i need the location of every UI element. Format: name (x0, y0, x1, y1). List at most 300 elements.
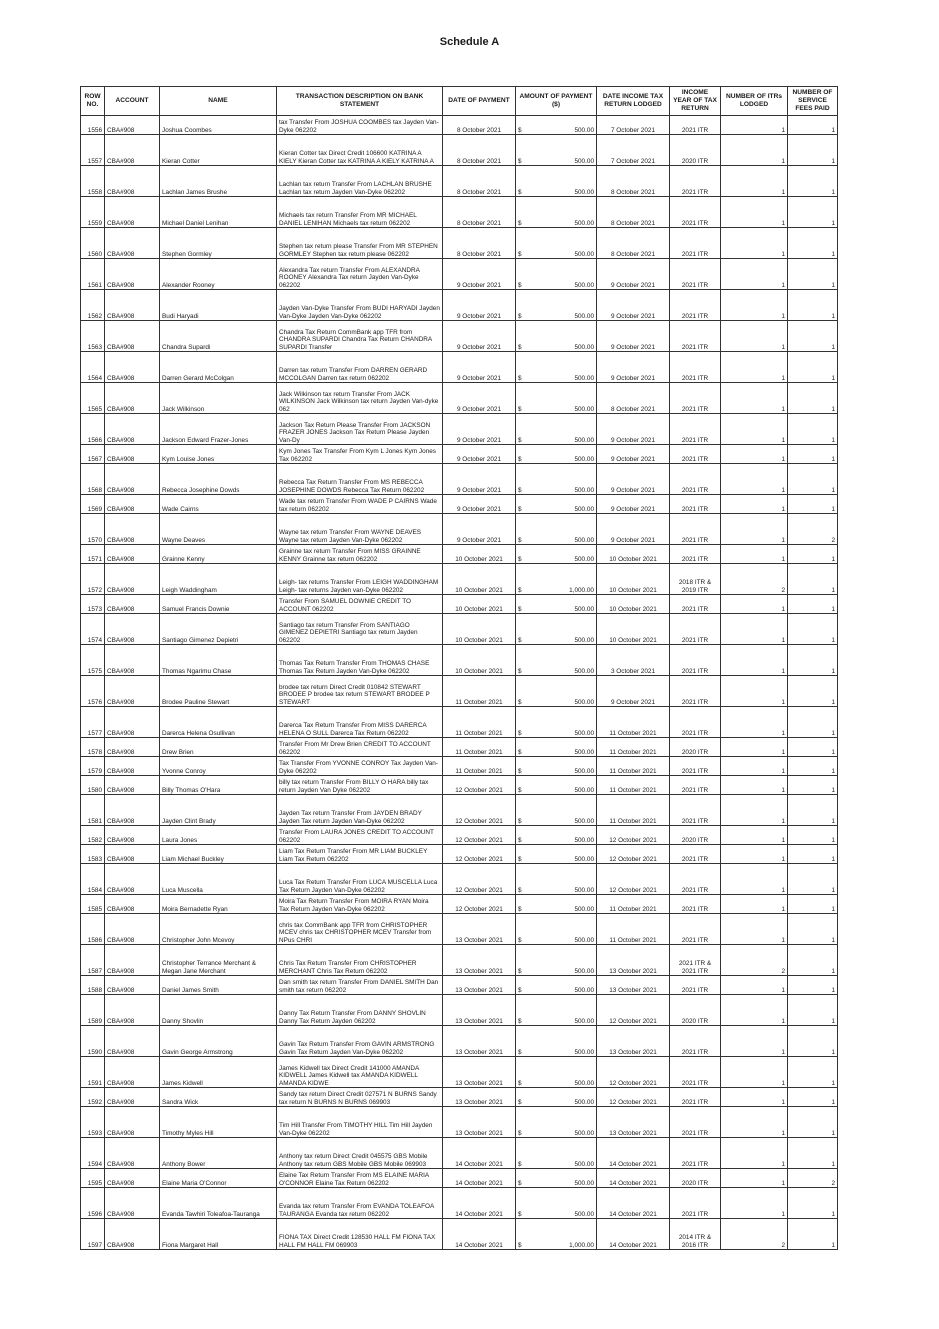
date-lodged-cell: 13 October 2021 (597, 945, 670, 976)
income-year-cell: 2021 ITR (670, 645, 721, 676)
date-lodged-cell: 9 October 2021 (597, 290, 670, 321)
currency-symbol: $ (518, 855, 522, 863)
date-lodged-cell: 8 October 2021 (597, 228, 670, 259)
currency-symbol: $ (518, 1048, 522, 1056)
account-cell: CBA#908 (105, 614, 160, 645)
amount-cell (516, 945, 597, 976)
date-lodged-cell: 12 October 2021 (597, 995, 670, 1026)
amount-value: 500.00 (574, 157, 594, 165)
amount-value: 500.00 (574, 986, 594, 994)
date-of-payment-cell: 11 October 2021 (443, 676, 516, 707)
itrs-lodged-cell: 2 (721, 1219, 788, 1250)
transaction-description-cell: Darerca Tax Return Transfer From MISS DARERCA HELENA O SULL Darerca Tax Return 062202 (277, 707, 443, 738)
account-cell: CBA#908 (105, 321, 160, 352)
name-cell: Wayne Deaves (160, 514, 277, 545)
currency-symbol: $ (518, 312, 522, 320)
table-row (81, 545, 838, 564)
currency-symbol: $ (518, 281, 522, 289)
service-fees-cell: 1 (788, 645, 838, 676)
row-number: 1572 (81, 564, 105, 595)
name-cell: Laura Jones (160, 826, 277, 845)
row-number: 1580 (81, 776, 105, 795)
income-year-cell: 2021 ITR (670, 776, 721, 795)
itrs-lodged-cell: 2 (721, 945, 788, 976)
itrs-lodged-cell: 1 (721, 707, 788, 738)
amount-cell (516, 614, 597, 645)
name-cell: Lachlan James Brushe (160, 166, 277, 197)
currency-symbol: $ (518, 1017, 522, 1025)
income-year-cell: 2014 ITR & 2016 ITR (670, 1219, 721, 1250)
account-cell: CBA#908 (105, 495, 160, 514)
amount-value: 500.00 (574, 505, 594, 513)
itrs-lodged-cell: 1 (721, 197, 788, 228)
amount-value: 1,000.00 (569, 586, 594, 594)
income-year-cell: 2021 ITR (670, 595, 721, 614)
name-cell: Drew Brien (160, 738, 277, 757)
currency-symbol: $ (518, 405, 522, 413)
row-number: 1576 (81, 676, 105, 707)
amount-cell (516, 795, 597, 826)
date-of-payment-cell: 9 October 2021 (443, 514, 516, 545)
transaction-description-cell: FIONA TAX Direct Credit 128530 HALL FM FIONA TAX HALL FM HALL FM 069903 (277, 1219, 443, 1250)
date-lodged-cell: 9 October 2021 (597, 464, 670, 495)
service-fees-cell: 2 (788, 514, 838, 545)
name-cell: Timothy Myles Hill (160, 1107, 277, 1138)
amount-value: 500.00 (574, 1210, 594, 1218)
income-year-cell: 2021 ITR (670, 414, 721, 445)
service-fees-cell: 1 (788, 1107, 838, 1138)
amount-cell (516, 845, 597, 864)
name-cell: Jack Wilkinson (160, 383, 277, 414)
transaction-description-cell: Sandy tax return Direct Credit 027571 N BURNS Sandy tax return N BURNS N BURNS 069903 (277, 1088, 443, 1107)
itrs-lodged-cell: 1 (721, 614, 788, 645)
table-row (81, 321, 838, 352)
amount-value: 500.00 (574, 312, 594, 320)
row-number: 1567 (81, 445, 105, 464)
service-fees-cell: 1 (788, 845, 838, 864)
row-number: 1592 (81, 1088, 105, 1107)
currency-symbol: $ (518, 1098, 522, 1106)
itrs-lodged-cell: 1 (721, 1138, 788, 1169)
amount-cell (516, 1026, 597, 1057)
currency-symbol: $ (518, 555, 522, 563)
amount-cell (516, 976, 597, 995)
row-number: 1558 (81, 166, 105, 197)
amount-cell (516, 514, 597, 545)
account-cell: CBA#908 (105, 864, 160, 895)
income-year-cell: 2021 ITR (670, 976, 721, 995)
date-lodged-cell: 12 October 2021 (597, 864, 670, 895)
table-row (81, 945, 838, 976)
amount-value: 500.00 (574, 1048, 594, 1056)
service-fees-cell: 1 (788, 495, 838, 514)
date-of-payment-cell: 8 October 2021 (443, 166, 516, 197)
currency-symbol: $ (518, 1079, 522, 1087)
service-fees-cell: 1 (788, 166, 838, 197)
itrs-lodged-cell: 1 (721, 290, 788, 321)
amount-value: 500.00 (574, 555, 594, 563)
amount-cell (516, 352, 597, 383)
currency-symbol: $ (518, 886, 522, 894)
income-year-cell: 2021 ITR (670, 445, 721, 464)
date-of-payment-cell: 8 October 2021 (443, 197, 516, 228)
name-cell: Rebecca Josephine Dowds (160, 464, 277, 495)
date-of-payment-cell: 8 October 2021 (443, 135, 516, 166)
income-year-cell: 2021 ITR (670, 321, 721, 352)
income-year-cell: 2020 ITR (670, 738, 721, 757)
currency-symbol: $ (518, 905, 522, 913)
income-year-cell: 2021 ITR (670, 290, 721, 321)
date-of-payment-cell: 13 October 2021 (443, 1088, 516, 1107)
itrs-lodged-cell: 1 (721, 1188, 788, 1219)
income-year-cell: 2021 ITR (670, 352, 721, 383)
date-of-payment-cell: 10 October 2021 (443, 545, 516, 564)
table-row (81, 414, 838, 445)
service-fees-cell: 1 (788, 795, 838, 826)
itrs-lodged-cell: 1 (721, 676, 788, 707)
service-fees-cell: 1 (788, 259, 838, 290)
service-fees-cell: 2 (788, 1169, 838, 1188)
transaction-description-cell: Wayne tax return Transfer From WAYNE DEAVES Wayne tax return Jayden Van-Dyke 062202 (277, 514, 443, 545)
name-cell: Wade Cairns (160, 495, 277, 514)
currency-symbol: $ (518, 667, 522, 675)
itrs-lodged-cell: 1 (721, 595, 788, 614)
amount-cell (516, 564, 597, 595)
amount-value: 500.00 (574, 486, 594, 494)
table-row (81, 645, 838, 676)
date-of-payment-cell: 9 October 2021 (443, 259, 516, 290)
income-year-cell: 2021 ITR (670, 545, 721, 564)
account-cell: CBA#908 (105, 645, 160, 676)
row-number: 1588 (81, 976, 105, 995)
income-year-cell: 2021 ITR (670, 795, 721, 826)
currency-symbol: $ (518, 605, 522, 613)
name-cell: Leigh Waddingham (160, 564, 277, 595)
table-row (81, 895, 838, 914)
table-row (81, 135, 838, 166)
row-number: 1582 (81, 826, 105, 845)
date-lodged-cell: 14 October 2021 (597, 1169, 670, 1188)
date-of-payment-cell: 12 October 2021 (443, 845, 516, 864)
transaction-description-cell: Chandra Tax Return CommBank app TFR from CHANDRA SUPARDI Chandra Tax Return CHANDRA SUPARDI Transfer (277, 321, 443, 352)
transaction-description-cell: Anthony tax return Direct Credit 045575 GBS Mobile Anthony tax return GBS Mobile GBS Mobile 069903 (277, 1138, 443, 1169)
date-of-payment-cell: 12 October 2021 (443, 864, 516, 895)
account-cell: CBA#908 (105, 1219, 160, 1250)
amount-value: 500.00 (574, 250, 594, 258)
income-year-cell: 2021 ITR (670, 514, 721, 545)
service-fees-cell: 1 (788, 1026, 838, 1057)
row-number: 1584 (81, 864, 105, 895)
service-fees-cell: 1 (788, 321, 838, 352)
date-of-payment-cell: 11 October 2021 (443, 757, 516, 776)
name-cell: Fiona Margaret Hall (160, 1219, 277, 1250)
currency-symbol: $ (518, 157, 522, 165)
date-lodged-cell: 14 October 2021 (597, 1138, 670, 1169)
row-number: 1565 (81, 383, 105, 414)
row-number: 1563 (81, 321, 105, 352)
transaction-description-cell: Chris Tax Return Transfer From CHRISTOPHER MERCHANT Chris Tax Return 062202 (277, 945, 443, 976)
service-fees-cell: 1 (788, 290, 838, 321)
date-lodged-cell: 9 October 2021 (597, 495, 670, 514)
table-row (81, 464, 838, 495)
amount-value: 500.00 (574, 817, 594, 825)
amount-cell (516, 1088, 597, 1107)
table-row (81, 976, 838, 995)
date-of-payment-cell: 8 October 2021 (443, 116, 516, 135)
transaction-description-cell: Jayden Van-Dyke Transfer From BUDI HARYADI Jayden Van-Dyke Jayden Van-Dyke 062202 (277, 290, 443, 321)
account-cell: CBA#908 (105, 738, 160, 757)
table-row (81, 738, 838, 757)
row-number: 1575 (81, 645, 105, 676)
itrs-lodged-cell: 1 (721, 995, 788, 1026)
name-cell: Samuel Francis Downie (160, 595, 277, 614)
amount-value: 500.00 (574, 729, 594, 737)
date-of-payment-cell: 13 October 2021 (443, 1107, 516, 1138)
header-amount: AMOUNT OF PAYMENT ($) (516, 87, 597, 116)
table-row (81, 495, 838, 514)
currency-symbol: $ (518, 767, 522, 775)
row-number: 1561 (81, 259, 105, 290)
amount-cell (516, 321, 597, 352)
account-cell: CBA#908 (105, 595, 160, 614)
amount-cell (516, 445, 597, 464)
transaction-description-cell: Santiago tax return Transfer From SANTIAGO GIMENEZ DEPIETRI Santiago tax return Jayden 062202 (277, 614, 443, 645)
itrs-lodged-cell: 2 (721, 564, 788, 595)
date-lodged-cell: 11 October 2021 (597, 757, 670, 776)
transaction-description-cell: Moira Tax Return Transfer From MOIRA RYAN Moira Tax Return Jayden Van-Dyke 062202 (277, 895, 443, 914)
service-fees-cell: 1 (788, 1138, 838, 1169)
date-lodged-cell: 3 October 2021 (597, 645, 670, 676)
amount-value: 500.00 (574, 1017, 594, 1025)
table-row (81, 514, 838, 545)
table-header-row (81, 87, 838, 116)
table-row (81, 352, 838, 383)
row-number: 1562 (81, 290, 105, 321)
itrs-lodged-cell: 1 (721, 795, 788, 826)
service-fees-cell: 1 (788, 738, 838, 757)
account-cell: CBA#908 (105, 1188, 160, 1219)
date-of-payment-cell: 9 October 2021 (443, 464, 516, 495)
amount-value: 500.00 (574, 1079, 594, 1087)
itrs-lodged-cell: 1 (721, 166, 788, 197)
service-fees-cell: 1 (788, 595, 838, 614)
currency-symbol: $ (518, 986, 522, 994)
table-row (81, 995, 838, 1026)
currency-symbol: $ (518, 586, 522, 594)
amount-cell (516, 383, 597, 414)
amount-cell (516, 738, 597, 757)
table-row (81, 1026, 838, 1057)
transaction-description-cell: Transfer From SAMUEL DOWNIE CREDIT TO ACCOUNT 062202 (277, 595, 443, 614)
transaction-description-cell: Jack Wilkinson tax return Transfer From JACK WILKINSON Jack Wilkinson tax return Jayden Van-dyke 062 (277, 383, 443, 414)
account-cell: CBA#908 (105, 259, 160, 290)
account-cell: CBA#908 (105, 976, 160, 995)
currency-symbol: $ (518, 219, 522, 227)
transaction-description-cell: Jackson Tax Return Please Transfer From JACKSON FRAZER JONES Jackson Tax Return Please Jayden Van-Dy (277, 414, 443, 445)
row-number: 1566 (81, 414, 105, 445)
service-fees-cell: 1 (788, 1057, 838, 1088)
name-cell: Elaine Maria O'Connor (160, 1169, 277, 1188)
amount-value: 500.00 (574, 786, 594, 794)
table-row (81, 845, 838, 864)
account-cell: CBA#908 (105, 352, 160, 383)
name-cell: Moira Bernadette Ryan (160, 895, 277, 914)
date-of-payment-cell: 13 October 2021 (443, 976, 516, 995)
amount-cell (516, 545, 597, 564)
date-of-payment-cell: 14 October 2021 (443, 1169, 516, 1188)
income-year-cell: 2021 ITR (670, 495, 721, 514)
name-cell: Joshua Coombes (160, 116, 277, 135)
income-year-cell: 2020 ITR (670, 826, 721, 845)
amount-cell (516, 290, 597, 321)
currency-symbol: $ (518, 967, 522, 975)
name-cell: Grainne Kenny (160, 545, 277, 564)
account-cell: CBA#908 (105, 445, 160, 464)
table-row (81, 757, 838, 776)
date-of-payment-cell: 12 October 2021 (443, 826, 516, 845)
name-cell: Evanda Tawhiri Toleafoa-Tauranga (160, 1188, 277, 1219)
amount-value: 500.00 (574, 886, 594, 894)
name-cell: Jayden Clint Brady (160, 795, 277, 826)
amount-value: 500.00 (574, 767, 594, 775)
amount-value: 500.00 (574, 905, 594, 913)
itrs-lodged-cell: 1 (721, 383, 788, 414)
itrs-lodged-cell: 1 (721, 1107, 788, 1138)
table-row (81, 259, 838, 290)
date-lodged-cell: 11 October 2021 (597, 795, 670, 826)
name-cell: Yvonne Conroy (160, 757, 277, 776)
transaction-description-cell: Gavin Tax Return Transfer From GAVIN ARMSTRONG Gavin Tax Return Jayden Van-Dyke 062202 (277, 1026, 443, 1057)
currency-symbol: $ (518, 343, 522, 351)
amount-cell (516, 757, 597, 776)
transaction-description-cell: tax Transfer From JOSHUA COOMBES tax Jayden Van-Dyke 062202 (277, 116, 443, 135)
transaction-description-cell: Stephen tax return please Transfer From MR STEPHEN GORMLEY Stephen tax return please 062202 (277, 228, 443, 259)
currency-symbol: $ (518, 748, 522, 756)
date-of-payment-cell: 9 October 2021 (443, 383, 516, 414)
row-number: 1586 (81, 914, 105, 945)
date-lodged-cell: 9 October 2021 (597, 321, 670, 352)
amount-value: 1,000.00 (569, 1241, 594, 1249)
income-year-cell: 2021 ITR (670, 1088, 721, 1107)
row-number: 1579 (81, 757, 105, 776)
row-number: 1571 (81, 545, 105, 564)
amount-cell (516, 166, 597, 197)
date-of-payment-cell: 10 October 2021 (443, 645, 516, 676)
table-row (81, 1138, 838, 1169)
income-year-cell: 2021 ITR (670, 864, 721, 895)
account-cell: CBA#908 (105, 1169, 160, 1188)
date-lodged-cell: 13 October 2021 (597, 976, 670, 995)
itrs-lodged-cell: 1 (721, 321, 788, 352)
name-cell: Darerca Helena Osullivan (160, 707, 277, 738)
date-lodged-cell: 12 October 2021 (597, 1088, 670, 1107)
date-of-payment-cell: 12 October 2021 (443, 895, 516, 914)
amount-cell (516, 676, 597, 707)
itrs-lodged-cell: 1 (721, 895, 788, 914)
income-year-cell: 2021 ITR (670, 1026, 721, 1057)
name-cell: Gavin George Armstrong (160, 1026, 277, 1057)
date-lodged-cell: 12 October 2021 (597, 826, 670, 845)
name-cell: Christopher Terrance Merchant & Megan Jane Merchant (160, 945, 277, 976)
row-number: 1559 (81, 197, 105, 228)
date-of-payment-cell: 9 October 2021 (443, 290, 516, 321)
income-year-cell: 2021 ITR (670, 1138, 721, 1169)
date-of-payment-cell: 9 October 2021 (443, 414, 516, 445)
service-fees-cell: 1 (788, 826, 838, 845)
itrs-lodged-cell: 1 (721, 545, 788, 564)
account-cell: CBA#908 (105, 514, 160, 545)
row-number: 1570 (81, 514, 105, 545)
income-year-cell: 2021 ITR (670, 166, 721, 197)
row-number: 1578 (81, 738, 105, 757)
amount-cell (516, 895, 597, 914)
date-of-payment-cell: 14 October 2021 (443, 1219, 516, 1250)
row-number: 1568 (81, 464, 105, 495)
transaction-description-cell: James Kidwell tax Direct Credit 141000 AMANDA KIDWELL James Kidwell tax AMANDA KIDWELL AMANDA KIDWE (277, 1057, 443, 1088)
account-cell: CBA#908 (105, 135, 160, 166)
currency-symbol: $ (518, 250, 522, 258)
transaction-description-cell: Kieran Cotter tax Direct Credit 106600 KATRINA A KIELY Kieran Cotter tax KATRINA A KIELY KATRINA A (277, 135, 443, 166)
currency-symbol: $ (518, 486, 522, 494)
currency-symbol: $ (518, 936, 522, 944)
service-fees-cell: 1 (788, 995, 838, 1026)
transaction-description-cell: Liam Tax Return Transfer From MR LIAM BUCKLEY Liam Tax Return 062202 (277, 845, 443, 864)
account-cell: CBA#908 (105, 166, 160, 197)
transaction-description-cell: Grainne tax return Transfer From MISS GRAINNE KENNY Grainne tax return 062202 (277, 545, 443, 564)
amount-cell (516, 495, 597, 514)
itrs-lodged-cell: 1 (721, 228, 788, 259)
amount-value: 500.00 (574, 667, 594, 675)
date-lodged-cell: 11 October 2021 (597, 914, 670, 945)
date-lodged-cell: 10 October 2021 (597, 564, 670, 595)
service-fees-cell: 1 (788, 116, 838, 135)
amount-cell (516, 776, 597, 795)
income-year-cell: 2021 ITR (670, 197, 721, 228)
currency-symbol: $ (518, 1179, 522, 1187)
row-number: 1594 (81, 1138, 105, 1169)
date-of-payment-cell: 13 October 2021 (443, 945, 516, 976)
amount-value: 500.00 (574, 436, 594, 444)
date-of-payment-cell: 13 October 2021 (443, 995, 516, 1026)
amount-value: 500.00 (574, 1129, 594, 1137)
itrs-lodged-cell: 1 (721, 495, 788, 514)
income-year-cell: 2021 ITR (670, 1057, 721, 1088)
row-number: 1589 (81, 995, 105, 1026)
account-cell: CBA#908 (105, 414, 160, 445)
amount-value: 500.00 (574, 219, 594, 227)
account-cell: CBA#908 (105, 795, 160, 826)
date-lodged-cell: 9 October 2021 (597, 414, 670, 445)
service-fees-cell: 1 (788, 564, 838, 595)
transaction-description-cell: Rebecca Tax Return Transfer From MS REBECCA JOSEPHINE DOWDS Rebecca Tax Return 062202 (277, 464, 443, 495)
service-fees-cell: 1 (788, 864, 838, 895)
account-cell: CBA#908 (105, 757, 160, 776)
date-of-payment-cell: 9 October 2021 (443, 445, 516, 464)
service-fees-cell: 1 (788, 757, 838, 776)
account-cell: CBA#908 (105, 1138, 160, 1169)
name-cell: Sandra Wick (160, 1088, 277, 1107)
transaction-description-cell: chris tax CommBank app TFR from CHRISTOPHER MCEV chris tax CHRISTOPHER MCEV Transfer from NPus CHRI (277, 914, 443, 945)
transaction-description-cell: brodee tax return Direct Credit 010842 STEWART BRODEE P brodee tax return STEWART BRODEE P STEWART (277, 676, 443, 707)
table-row (81, 116, 838, 135)
currency-symbol: $ (518, 1160, 522, 1168)
row-number: 1583 (81, 845, 105, 864)
name-cell: Brodee Pauline Stewart (160, 676, 277, 707)
itrs-lodged-cell: 1 (721, 464, 788, 495)
row-number: 1556 (81, 116, 105, 135)
itrs-lodged-cell: 1 (721, 738, 788, 757)
date-lodged-cell: 11 October 2021 (597, 895, 670, 914)
